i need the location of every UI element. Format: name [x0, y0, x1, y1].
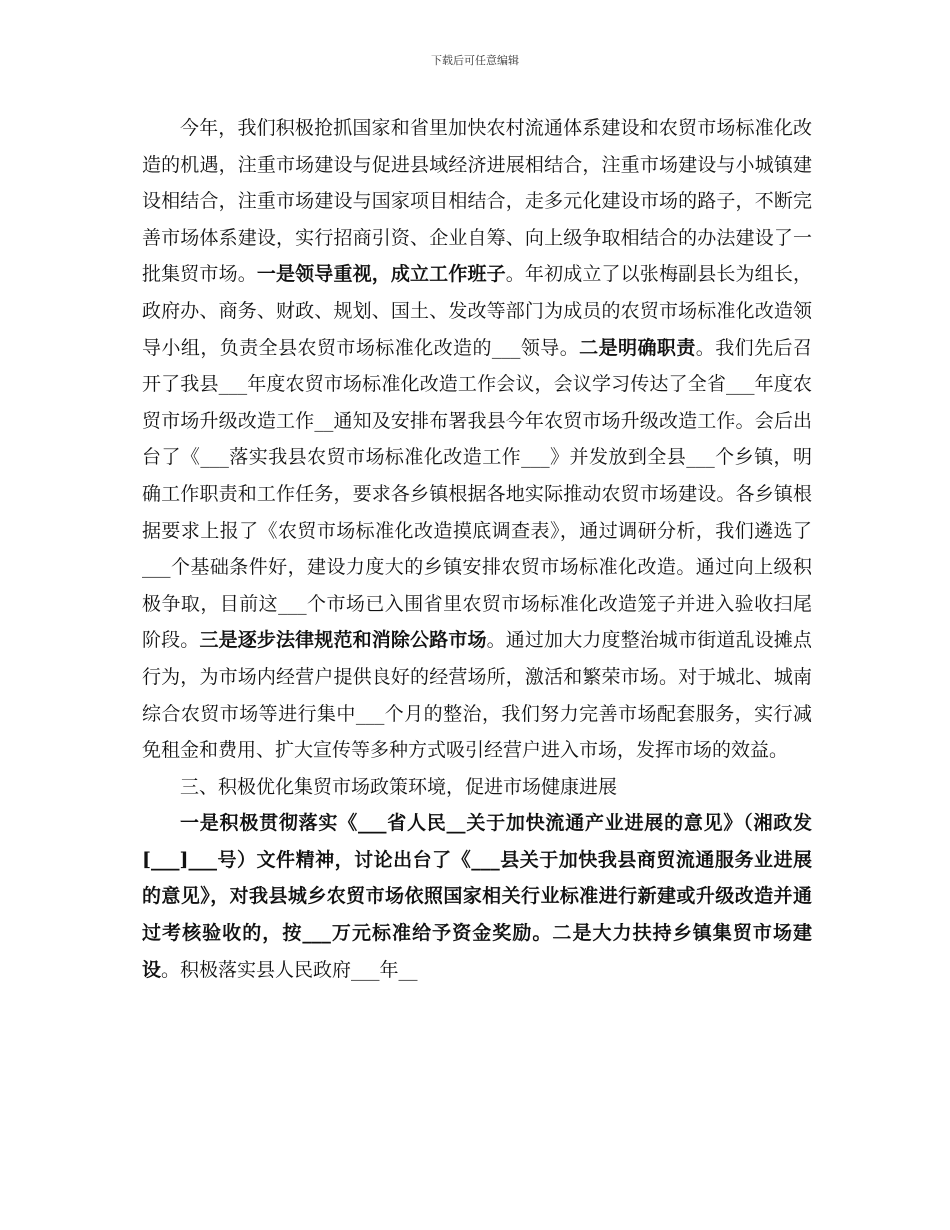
point2-text: 。我们先后召开了我县___年度农贸市场标准化改造工作会议，会议学习传达了全省___年度农贸市场升级改造工作__通知及安排布署我县今年农贸市场升级改造工作。会后出台了《___落实我县农贸市场标准化改造工作___》并发放到全县___个乡镇，明确工作职责和工作任务，要求各乡镇根据各地实际推动农贸市场建设。各乡镇根据要求上报了《农贸市场标准化改造摸底调查表》，通过调研分析，我们遴选了___个基础条件好，建设力度大的乡镇安排农贸市场标准化改造。通过向上级积极争取，目前这___个市场已入围省里农贸市场标准化改造笼子并进入验收扫尾阶段。	[142, 336, 812, 652]
point3-text: 。通过加大力度整治城市街道乱设摊点行为，为市场内经营户提供良好的经营场所，激活和繁荣市场。对于城北、城南综合农贸市场等进行集中___个月的整治，我们努力完善市场配套服务，实行减免租金和费用、扩大宣传等多种方式吸引经营户进入市场，发挥市场的效益。	[142, 629, 812, 762]
point1-title: 一是领导重视，成立工作班子	[256, 263, 506, 286]
policy-tail-text: 。积极落实县人民政府___年__	[161, 958, 418, 981]
point1-text: 。年初成立了以张梅副县长为组长，政府办、商务、财政、规划、国土、发改等部门为成员的农贸市场标准化改造领导小组，负责全县农贸市场标准化改造的___领导。	[142, 263, 812, 359]
document-body	[142, 110, 812, 988]
section-heading: 三、积极优化集贸市场政策环境，促进市场健康进展	[180, 775, 618, 798]
paragraph-market-construction	[142, 110, 812, 769]
paragraph-intro: 今年，我们积极抢抓国家和省里加快农村流通体系建设和农贸市场标准化改造的机遇，注重市场建设与促进县域经济进展相结合，注重市场建设与小城镇建设相结合，注重市场建设与国家项目相结合，走多元化建设市场的路子，不断完善市场体系建设，实行招商引资、企业自筹、向上级争取相结合的办法建设了一批集贸市场。	[142, 117, 812, 286]
point3-title: 三是逐步法律规范和消除公路市场	[199, 629, 487, 652]
point2-title: 二是明确职责	[579, 336, 696, 359]
policy-bold-text: 一是积极贯彻落实《___省人民__关于加快流通产业进展的意见》（湘政发[___]___号）文件精神，讨论出台了《___县关于加快我县商贸流通服务业进展的意见》，对我县城乡农贸市场依照国家相关行业标准进行新建或升级改造并通过考核验收的，按___万元标准给予资金奖励。二是大力扶持乡镇集贸市场建设	[142, 812, 812, 981]
paragraph-policy-environment	[142, 805, 812, 988]
page-header: 下载后可任意编辑	[431, 54, 519, 67]
